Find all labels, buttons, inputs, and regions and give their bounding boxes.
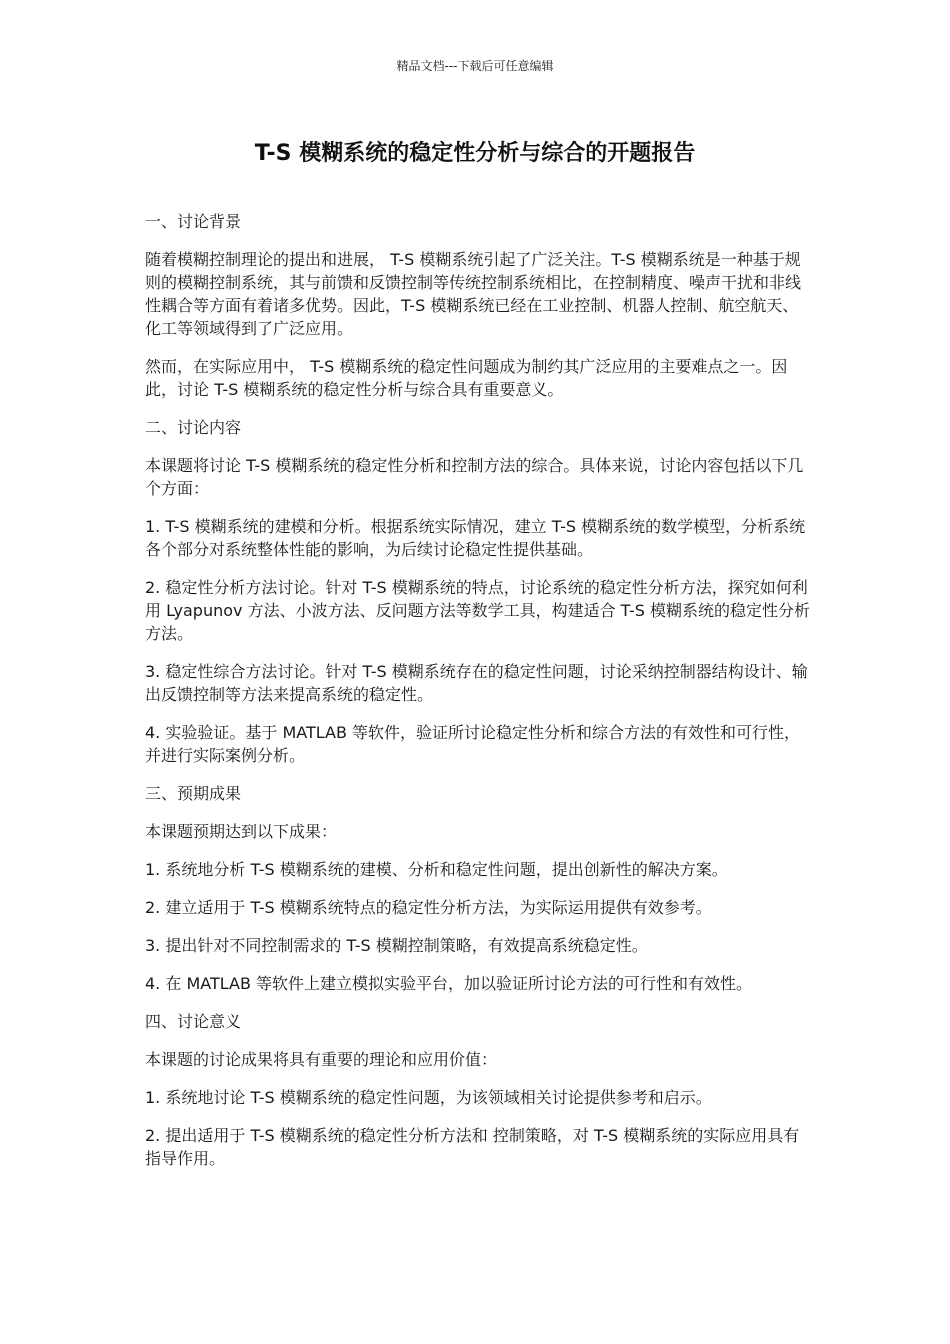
list-item: 4. 在 MATLAB 等软件上建立模拟实验平台，加以验证所讨论方法的可行性和有效性。 <box>145 974 753 993</box>
list-item: 3. 稳定性综合方法讨论。针对 T-S 模糊系统存在的稳定性问题，讨论采纳控制器结构设计、输出反馈控制等方法来提高系统的稳定性。 <box>145 662 808 704</box>
document-title: T-S 模糊系统的稳定性分析与综合的开题报告 <box>254 141 696 166</box>
list-item: 2. 建立适用于 T-S 模糊系统特点的稳定性分析方法，为实际运用提供有效参考。 <box>145 898 712 917</box>
list-item: 4. 实验验证。基于 MATLAB 等软件，验证所讨论稳定性分析和综合方法的有效性和可行性，并进行实际案例分析。 <box>145 723 801 765</box>
paragraph: 本课题预期达到以下成果： <box>145 822 338 841</box>
section-heading-content: 二、讨论内容 <box>145 418 242 437</box>
list-item: 2. 稳定性分析方法讨论。针对 T-S 模糊系统的特点，讨论系统的稳定性分析方法，探究如何利用 Lyapunov 方法、小波方法、反问题方法等数学工具，构建适合 T-S 模糊系统的稳定性分析方法。 <box>145 578 810 643</box>
list-item: 3. 提出针对不同控制需求的 T-S 模糊控制策略，有效提高系统稳定性。 <box>145 936 648 955</box>
section-heading-significance: 四、讨论意义 <box>145 1012 242 1031</box>
section-heading-background: 一、讨论背景 <box>145 212 242 231</box>
list-item: 1. 系统地讨论 T-S 模糊系统的稳定性问题，为该领域相关讨论提供参考和启示。 <box>145 1088 712 1107</box>
paragraph: 本课题将讨论 T-S 模糊系统的稳定性分析和控制方法的综合。具体来说，讨论内容包括以下几个方面： <box>145 456 804 498</box>
list-item: 1. 系统地分析 T-S 模糊系统的建模、分析和稳定性问题，提出创新性的解决方案。 <box>145 860 728 879</box>
list-item: 2. 提出适用于 T-S 模糊系统的稳定性分析方法和 控制策略，对 T-S 模糊系统的实际应用具有指导作用。 <box>145 1126 800 1168</box>
paragraph: 然而，在实际应用中， T-S 模糊系统的稳定性问题成为制约其广泛应用的主要难点之一。因此，讨论 T-S 模糊系统的稳定性分析与综合具有重要意义。 <box>145 357 788 399</box>
paragraph: 随着模糊控制理论的提出和进展， T-S 模糊系统引起了广泛关注。T-S 模糊系统是一种基于规则的模糊控制系统，其与前馈和反馈控制等传统控制系统相比，在控制精度、噪声干扰和非线性耦合等方面有着诸多优势。因此，T-S 模糊系统已经在工业控制、机器人控制、航空航天、化工等领域得到了广泛应用。 <box>145 250 802 338</box>
list-item: 1. T-S 模糊系统的建模和分析。根据系统实际情况，建立 T-S 模糊系统的数学模型，分析系统各个部分对系统整体性能的影响，为后续讨论稳定性提供基础。 <box>145 517 806 559</box>
header-note: 精品文档---下载后可任意编辑 <box>396 59 554 73</box>
paragraph: 本课题的讨论成果将具有重要的理论和应用价值： <box>145 1050 498 1069</box>
section-heading-outcomes: 三、预期成果 <box>145 784 242 803</box>
document-body <box>145 210 810 1185</box>
